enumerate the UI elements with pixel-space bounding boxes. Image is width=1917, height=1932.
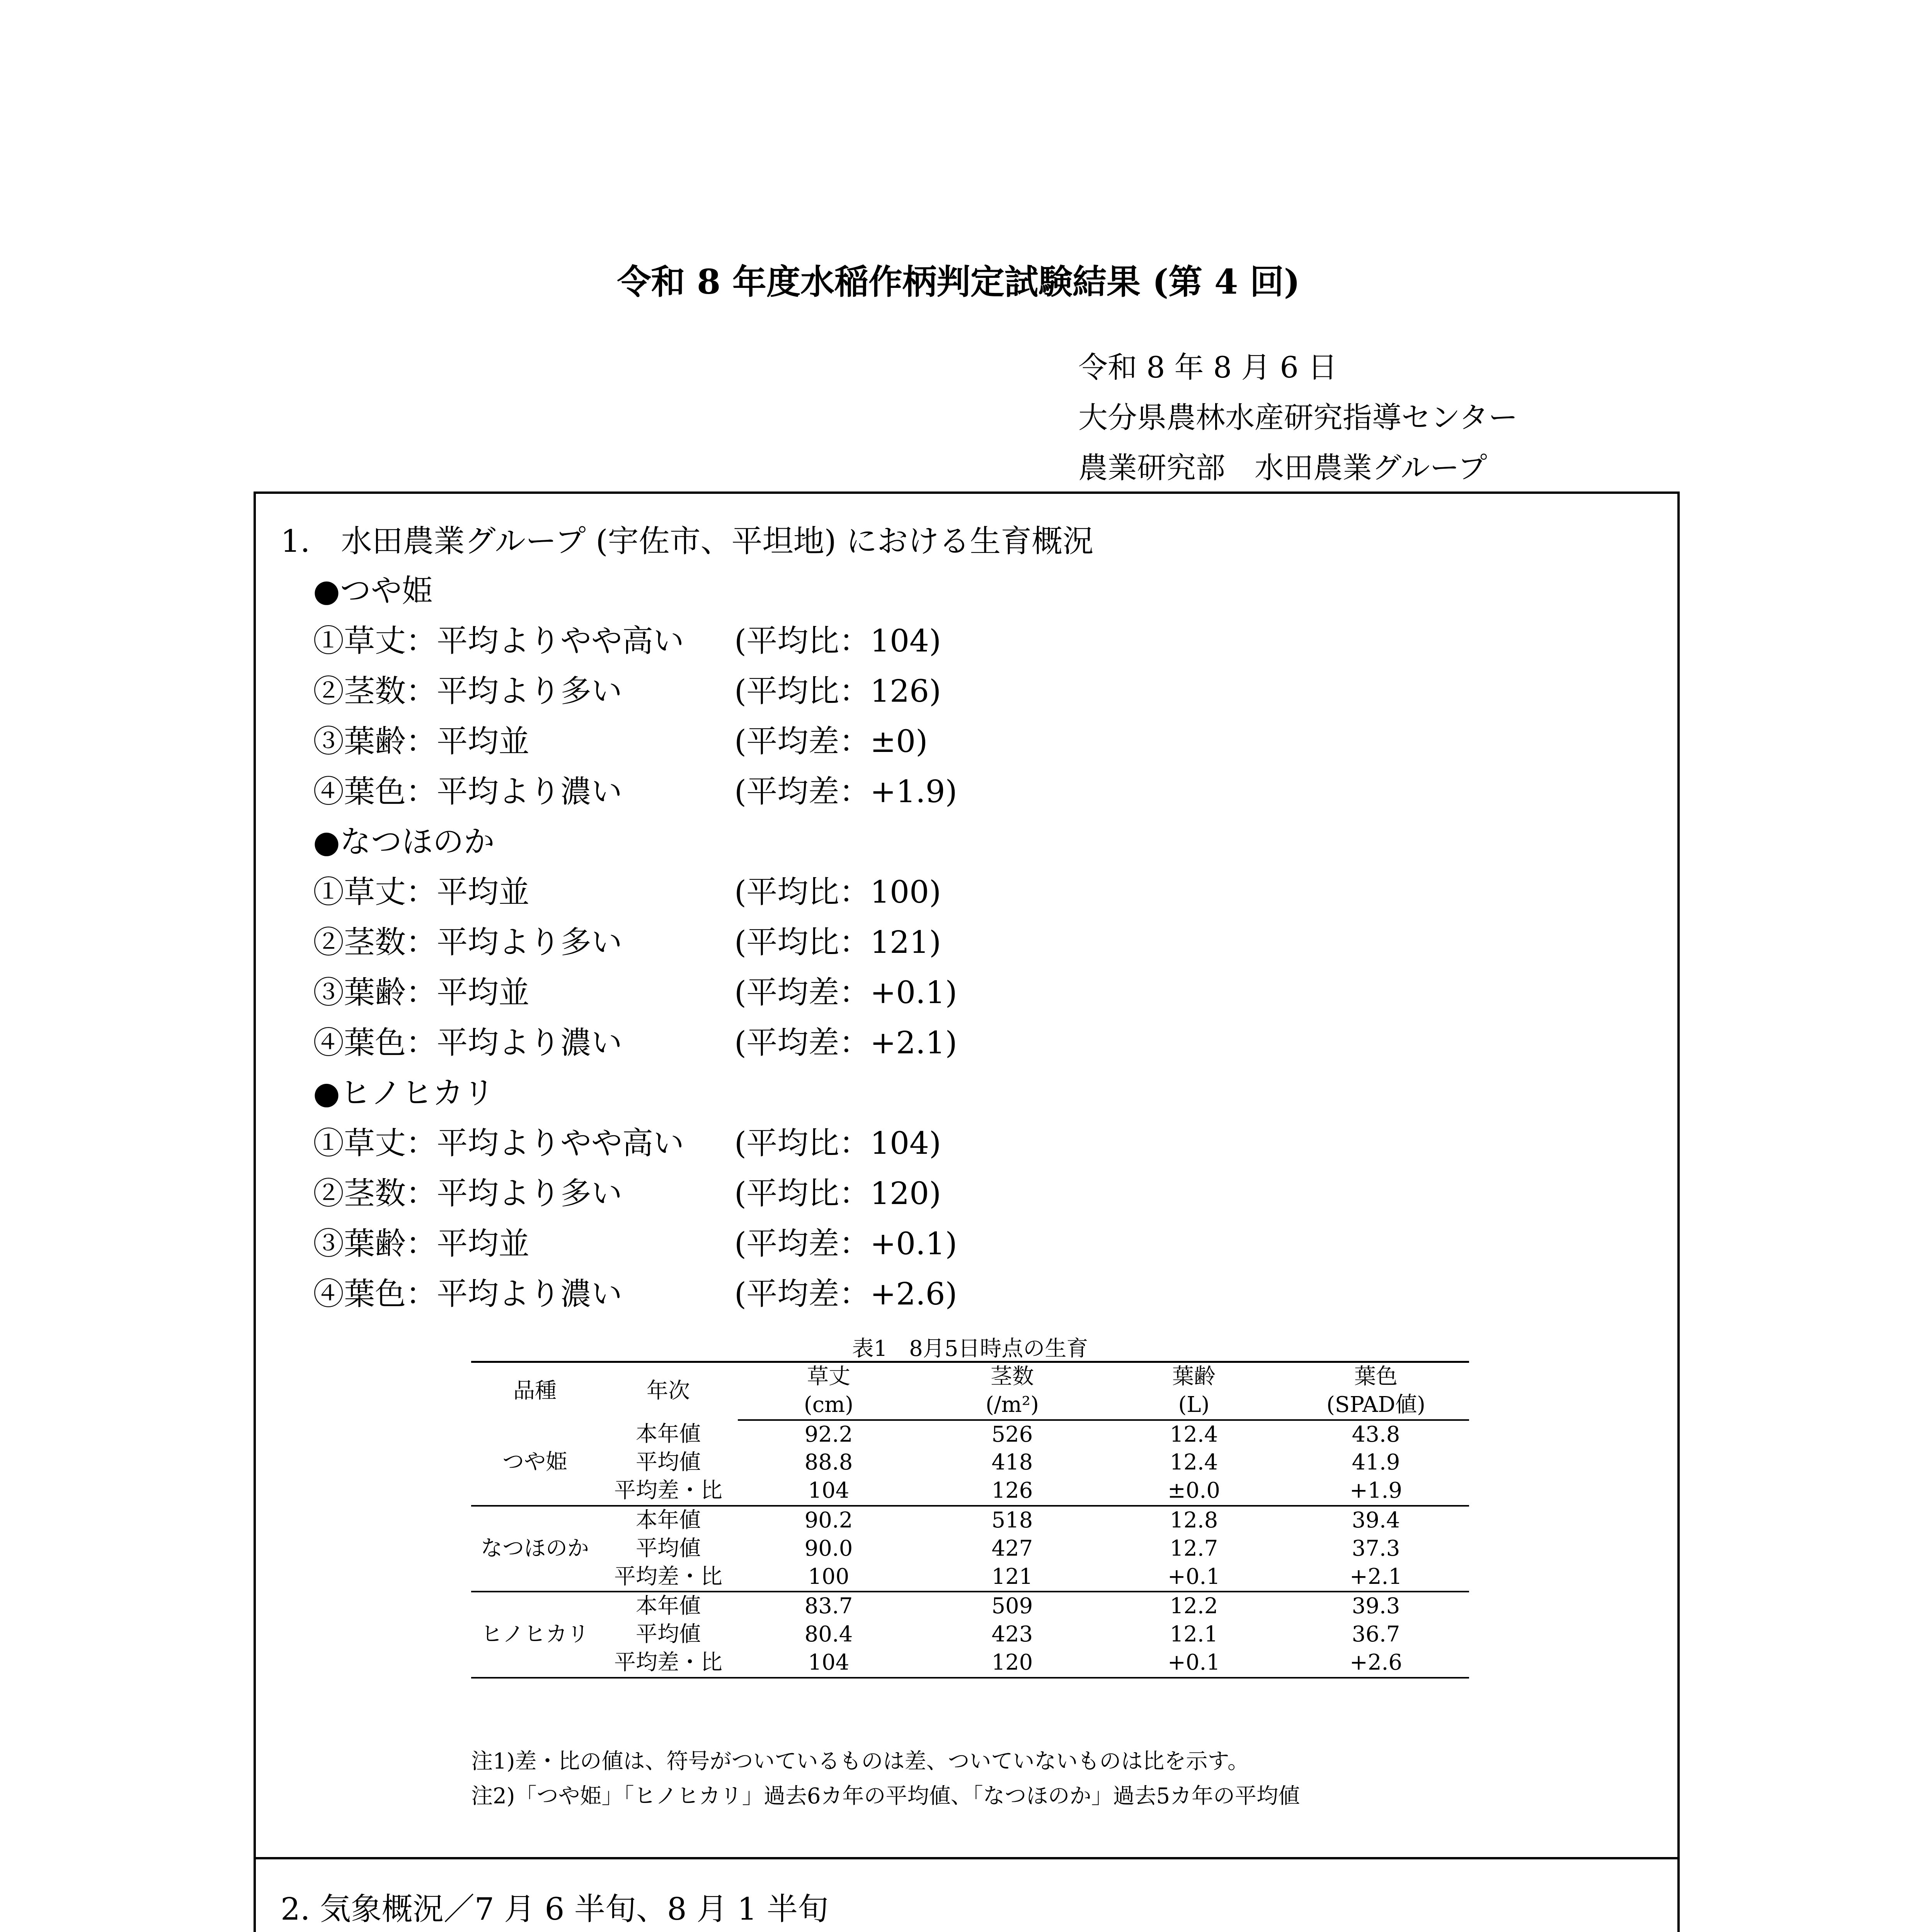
item-label: ①草丈：平均並: [313, 874, 529, 910]
table-cell: 526: [991, 1422, 1033, 1447]
col-header-height: 草丈: [738, 1362, 919, 1391]
table-cell: 90.2: [804, 1507, 853, 1533]
item-value: (平均差：+0.1): [734, 975, 957, 1010]
item-label: ①草丈：平均よりやや高い: [313, 623, 684, 659]
variety-cell: なつほのか: [471, 1506, 599, 1592]
table-cell: +1.9: [1283, 1477, 1469, 1506]
table-cell: +2.6: [1283, 1649, 1469, 1678]
table-cell: 121: [919, 1563, 1105, 1592]
section1-heading: 1. 水田農業グループ (宇佐市、平坦地) における生育概況: [281, 523, 1094, 559]
table-cell: 423: [991, 1622, 1033, 1647]
table-cell: 509: [991, 1594, 1033, 1619]
table-row: [471, 1420, 1469, 1449]
org-group: 農業研究部 水田農業グループ: [1078, 451, 1487, 485]
table-cell: 104: [738, 1649, 919, 1678]
item-label: ③葉齢：平均並: [313, 1226, 529, 1262]
table-cell: 37.3: [1352, 1536, 1400, 1561]
table-cell: 43.8: [1352, 1422, 1400, 1447]
table-cell: 12.8: [1170, 1507, 1218, 1533]
document-title: 令和 8 年度水稲作柄判定試験結果 (第 4 回): [617, 262, 1300, 302]
table-cell: 本年値: [636, 1507, 701, 1533]
table-row: [471, 1477, 1469, 1506]
table-cell: 平均差・比: [599, 1563, 738, 1592]
table-cell: 80.4: [804, 1622, 853, 1647]
table-cell: ±0.0: [1105, 1477, 1283, 1506]
item-label: ②茎数：平均より多い: [313, 673, 622, 709]
org-name: 大分県農林水産研究指導センター: [1078, 400, 1518, 435]
item-value: (平均比：104): [734, 623, 941, 659]
table-cell: 104: [738, 1477, 919, 1506]
table-cell: 90.0: [804, 1536, 853, 1561]
table-cell: 本年値: [636, 1594, 701, 1619]
report-date: 令和 8 年 8 月 6 日: [1078, 350, 1338, 384]
table-cell: 12.1: [1170, 1622, 1218, 1647]
unit-height: (cm): [738, 1391, 919, 1420]
item-value: (平均比：121): [734, 924, 941, 960]
table-cell: 平均値: [636, 1536, 701, 1561]
variety-cell: つや姫: [471, 1420, 599, 1506]
item-value: (平均差：+1.9): [734, 774, 957, 810]
table-cell: 39.4: [1352, 1507, 1400, 1533]
table-cell: 100: [738, 1563, 919, 1592]
table-cell: 12.4: [1170, 1422, 1218, 1447]
col-header-color: 葉色: [1283, 1362, 1469, 1391]
item-label: ④葉色：平均より濃い: [313, 1276, 622, 1312]
table-cell: 39.3: [1352, 1594, 1400, 1619]
table-cell: 平均差・比: [599, 1649, 738, 1678]
table-cell: 36.7: [1352, 1622, 1400, 1647]
table-note: 注2)「つや姫」「ヒノヒカリ」過去6カ年の平均値、「なつほのか」過去5カ年の平均値: [471, 1784, 1300, 1809]
item-label: ②茎数：平均より多い: [313, 1175, 622, 1211]
table-cell: 41.9: [1352, 1450, 1400, 1475]
table-cell: +2.1: [1283, 1563, 1469, 1592]
growth-summary-section: [254, 492, 1680, 1859]
weather-summary-section: [254, 1857, 1680, 1932]
table-cell: 12.4: [1170, 1450, 1218, 1475]
table-caption: 表1 8月5日時点の生育: [852, 1336, 1088, 1361]
item-label: ③葉齢：平均並: [313, 723, 529, 759]
growth-table: [471, 1361, 1469, 1679]
col-header-leafage: 葉齢: [1105, 1362, 1283, 1391]
table-cell: 120: [919, 1649, 1105, 1678]
variety-name: ●つや姫: [313, 573, 433, 609]
table-cell: 418: [991, 1450, 1033, 1475]
item-value: (平均差：+2.1): [734, 1025, 957, 1061]
table-cell: 平均値: [636, 1450, 701, 1475]
item-value: (平均比：120): [734, 1175, 941, 1211]
item-label: ③葉齢：平均並: [313, 975, 529, 1010]
item-label: ④葉色：平均より濃い: [313, 1025, 622, 1061]
item-value: (平均比：104): [734, 1125, 941, 1161]
table-cell: +0.1: [1105, 1649, 1283, 1678]
col-header-variety: 品種: [471, 1362, 599, 1420]
item-label: ②茎数：平均より多い: [313, 924, 622, 960]
table-row: [471, 1621, 1469, 1649]
variety-name: ●ヒノヒカリ: [313, 1075, 495, 1111]
table-row: [471, 1649, 1469, 1678]
table-cell: 平均差・比: [599, 1477, 738, 1506]
table-note: 注1)差・比の値は、符号がついているものは差、ついていないものは比を示す。: [471, 1749, 1249, 1774]
table-cell: 126: [919, 1477, 1105, 1506]
table-cell: 12.7: [1170, 1536, 1218, 1561]
col-header-stems: 茎数: [919, 1362, 1105, 1391]
table-cell: 平均値: [636, 1622, 701, 1647]
col-header-year: 年次: [599, 1362, 738, 1420]
item-label: ④葉色：平均より濃い: [313, 774, 622, 810]
table-cell: +0.1: [1105, 1563, 1283, 1592]
unit-leafage: (L): [1105, 1391, 1283, 1420]
unit-stems: (/m²): [919, 1391, 1105, 1420]
table-cell: 本年値: [636, 1421, 701, 1447]
item-value: (平均比：100): [734, 874, 941, 910]
table-cell: 518: [991, 1507, 1033, 1533]
table-row: [471, 1563, 1469, 1592]
table-cell: 12.2: [1170, 1594, 1218, 1619]
table-row: [471, 1535, 1469, 1563]
table-row: [471, 1592, 1469, 1621]
table-cell: 88.8: [804, 1450, 853, 1475]
table-row: [471, 1506, 1469, 1535]
table-cell: 83.7: [804, 1594, 853, 1619]
item-value: (平均差：+0.1): [734, 1226, 957, 1262]
table-cell: 92.2: [804, 1422, 853, 1447]
variety-cell: ヒノヒカリ: [471, 1592, 599, 1677]
item-label: ①草丈：平均よりやや高い: [313, 1125, 684, 1161]
table-cell: 427: [991, 1536, 1033, 1561]
item-value: (平均差：±0): [734, 723, 928, 759]
item-value: (平均差：+2.6): [734, 1276, 957, 1312]
section2-heading: 2. 気象概況／7 月 6 半旬、8 月 1 半旬: [281, 1891, 829, 1927]
unit-color: (SPAD値): [1283, 1391, 1469, 1420]
item-value: (平均比：126): [734, 673, 941, 709]
variety-name: ●なつほのか: [313, 824, 495, 860]
table-row: [471, 1449, 1469, 1477]
